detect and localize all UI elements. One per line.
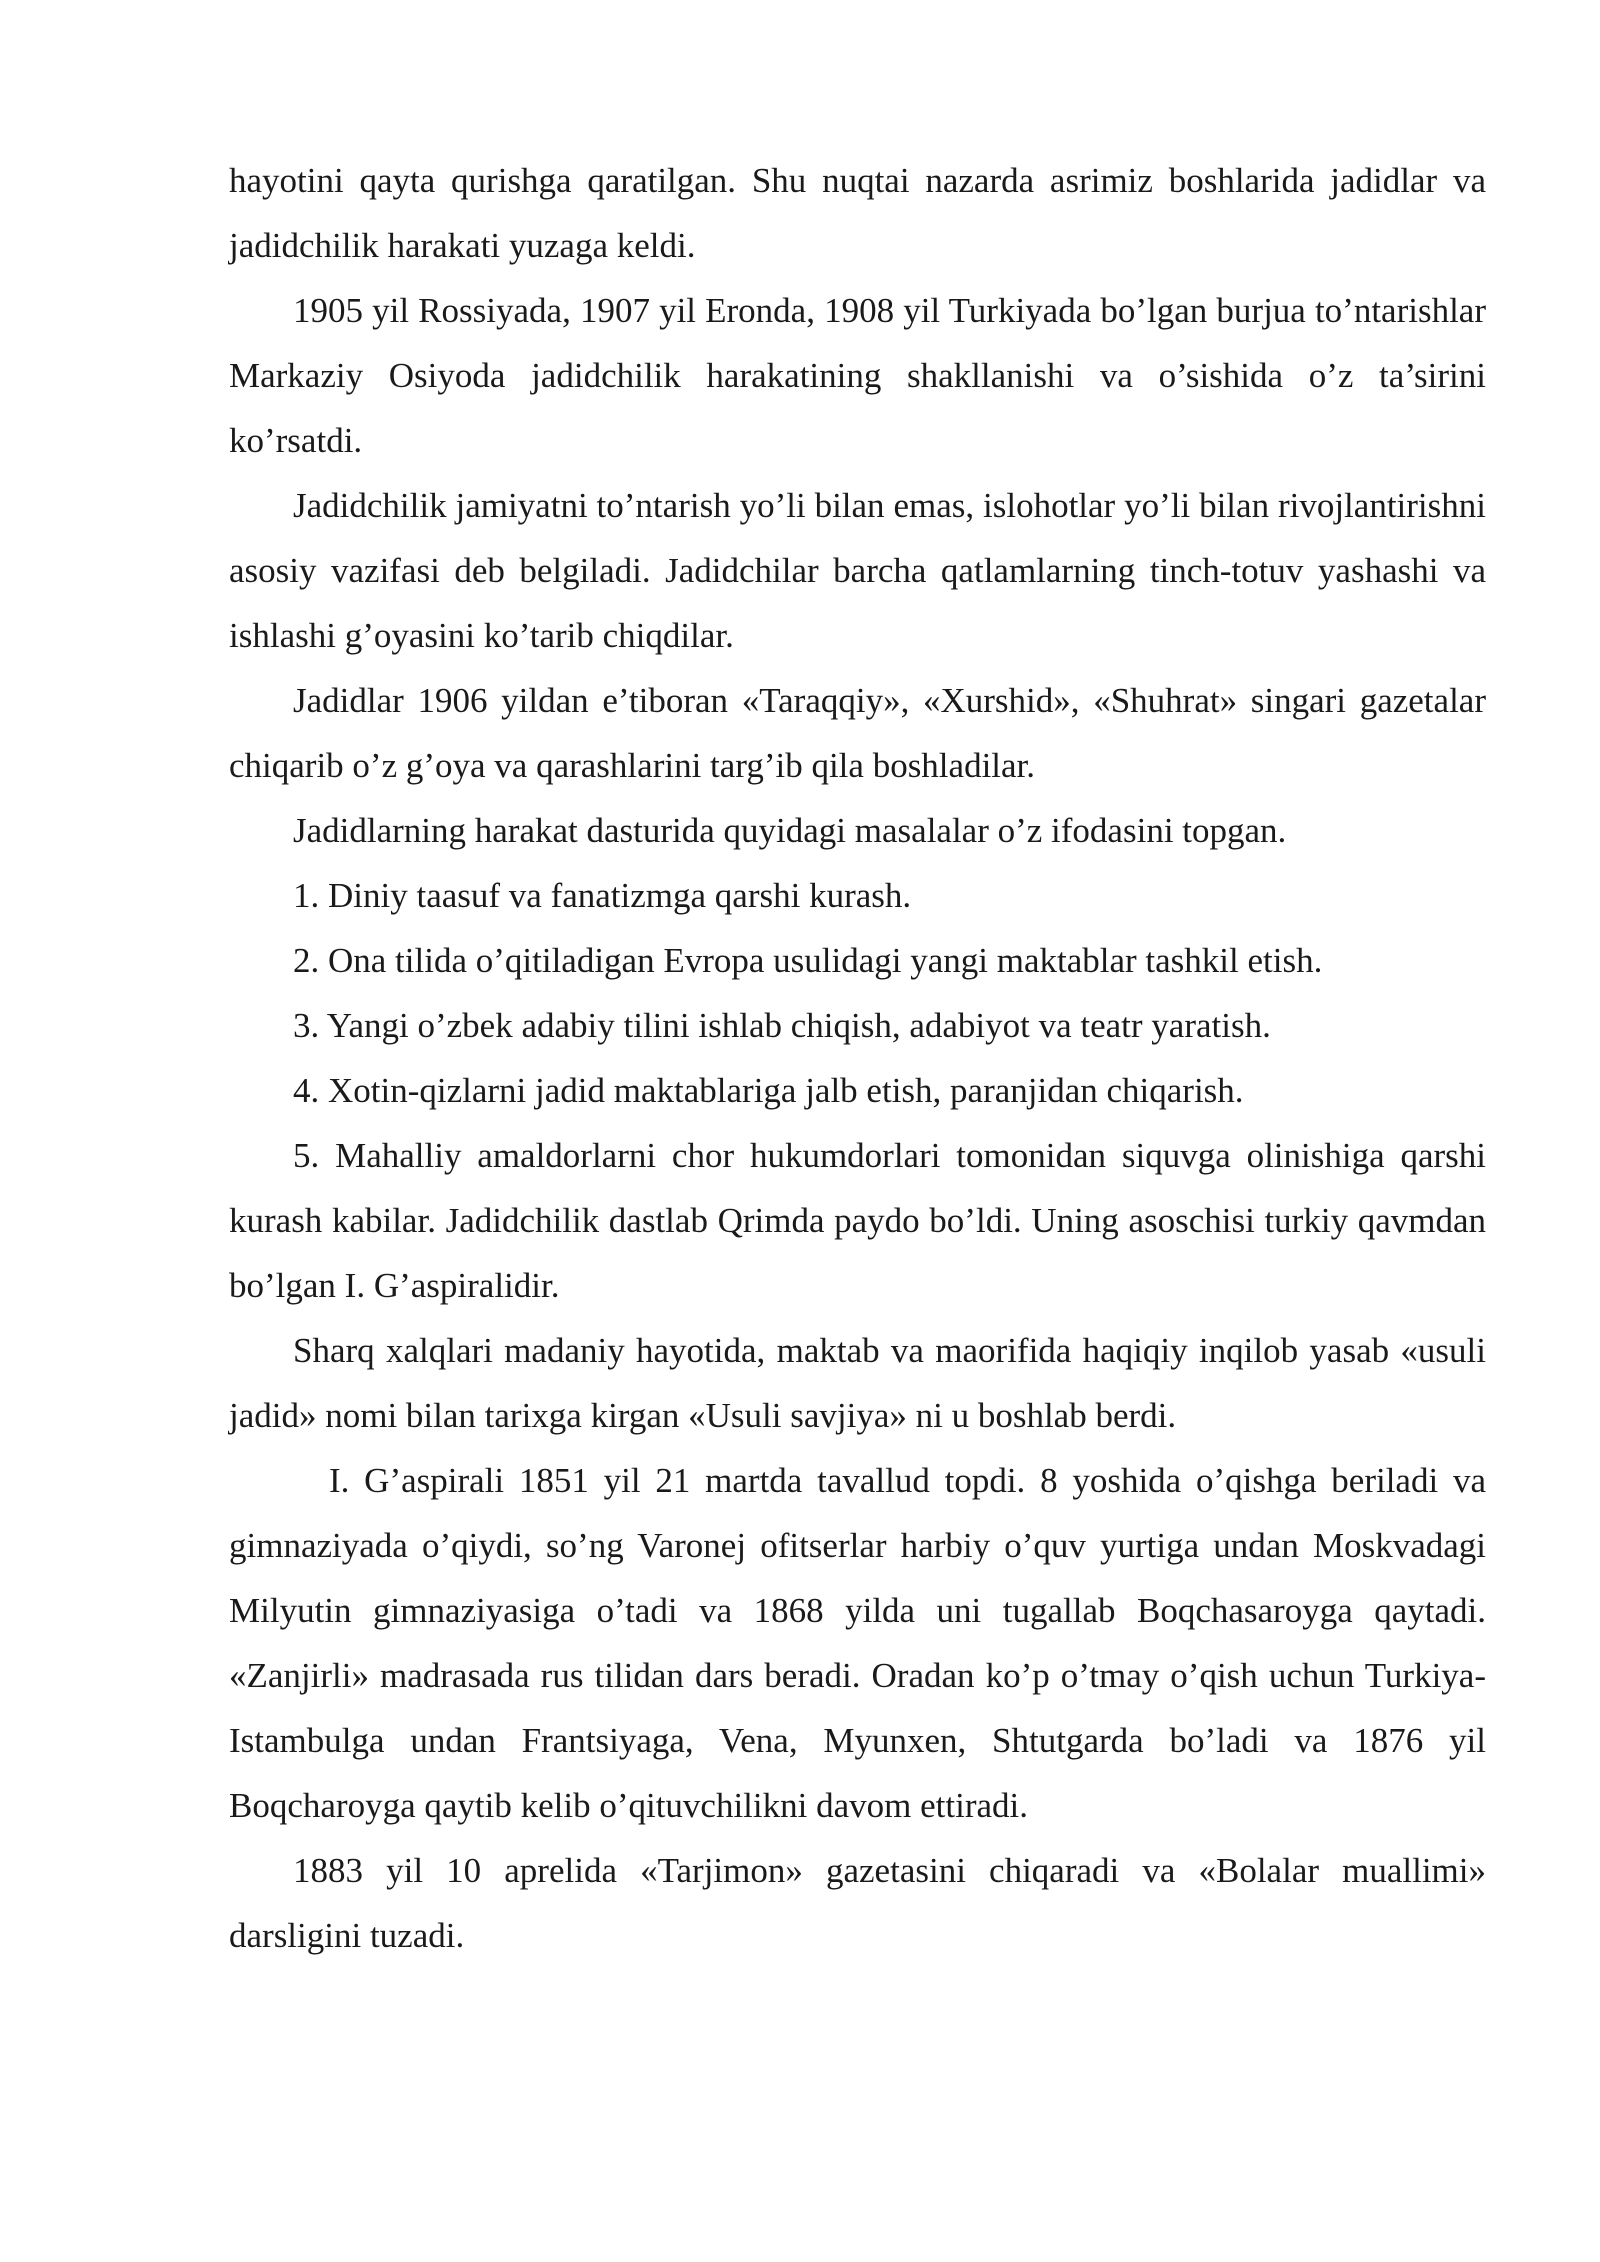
paragraph: Jadidlarning harakat dasturida quyidagi masalalar o’z ifodasini topgan. bbox=[293, 811, 1287, 850]
list-item: 5. Mahalliy amaldorlarni chor hukumdorlari tomonidan siquvga olinishiga qarshi kurash kabilar. Jadidchilik dastlab Qrimda paydo bo’ldi. Uning asoschisi turkiy qavmdan bo’lgan I. G’aspiralidir. bbox=[229, 1136, 1486, 1305]
paragraph: 1883 yil 10 aprelida «Tarjimon» gazetasini chiqaradi va «Bolalar muallimi» darsligini tuzadi. bbox=[229, 1851, 1486, 1955]
list-item: 4. Xotin-qizlarni jadid maktablariga jalb etish, paranjidan chiqarish. bbox=[293, 1071, 1244, 1110]
paragraph: hayotini qayta qurishga qaratilgan. Shu nuqtai nazarda asrimiz boshlarida jadidlar va jadidchilik harakati yuzaga keldi. bbox=[229, 161, 1486, 265]
document-body bbox=[229, 148, 1486, 1968]
paragraph: Jadidlar 1906 yildan e’tiboran «Taraqqiy», «Xurshid», «Shuhrat» singari gazetalar chiqarib o’z g’oya va qarashlarini targ’ib qila boshladilar. bbox=[229, 681, 1486, 785]
paragraph: 1905 yil Rossiyada, 1907 yil Eronda, 1908 yil Turkiyada bo’lgan burjua to’ntarishlar Markaziy Osiyoda jadidchilik harakatining shakllanishi va o’sishida o’z ta’sirini ko’rsatdi. bbox=[229, 291, 1486, 460]
paragraph: Jadidchilik jamiyatni to’ntarish yo’li bilan emas, islohotlar yo’li bilan rivojlantirishni asosiy vazifasi deb belgiladi. Jadidchilar barcha qatlamlarning tinch-totuv yashashi va ishlashi g’oyasini ko’tarib chiqdilar. bbox=[229, 486, 1486, 655]
paragraph: I. G’aspirali 1851 yil 21 martda tavallud topdi. 8 yoshida o’qishga beriladi va gimnaziyada o’qiydi, so’ng Varonej ofitserlar harbiy o’quv yurtiga undan Moskvadagi Milyutin gimnaziyasiga o’tadi va 1868 yilda uni tugallab Boqchasaroyga qaytadi. «Zanjirli» madrasada rus tilidan dars beradi. Oradan ko’p o’tmay o’qish uchun Turkiya-Istambulga undan Frantsiyaga, Vena, Myunxen, Shtutgarda bo’ladi va 1876 yil Boqcharoyga qaytib kelib o’qituvchilikni davom ettiradi. bbox=[229, 1461, 1486, 1825]
list-item: 3. Yangi o’zbek adabiy tilini ishlab chiqish, adabiyot va teatr yaratish. bbox=[293, 1006, 1271, 1045]
list-item: 1. Diniy taasuf va fanatizmga qarshi kurash. bbox=[293, 876, 912, 915]
list-item: 2. Ona tilida o’qitiladigan Evropa usulidagi yangi maktablar tashkil etish. bbox=[293, 941, 1323, 980]
paragraph: Sharq xalqlari madaniy hayotida, maktab va maorifida haqiqiy inqilob yasab «usuli jadid» nomi bilan tarixga kirgan «Usuli savjiya» ni u boshlab berdi. bbox=[229, 1331, 1486, 1435]
